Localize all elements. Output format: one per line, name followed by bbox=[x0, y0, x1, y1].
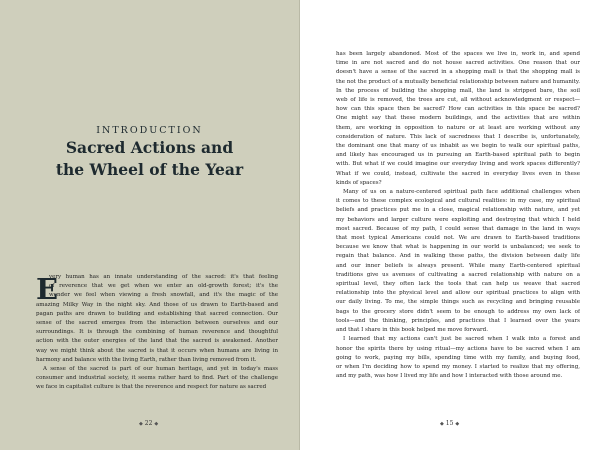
folio-number: 22 bbox=[144, 420, 153, 427]
text-line: and our inner beliefs is always present. While many Earth-centered spiritual bbox=[336, 262, 580, 269]
text-line: I learned that my actions can't just be sacred when I walk into a forest and bbox=[343, 336, 580, 343]
text-line: regain that balance. And in walking these paths, the division between daily life bbox=[336, 253, 580, 260]
text-line: we face in capitalist culture is that the reverence and respect for nature as sacred bbox=[36, 384, 267, 391]
text-line: and that I share in this book helped me move forward. bbox=[336, 327, 488, 334]
text-line: honor the spirits there by using ritual—my actions have to be sacred when I am bbox=[336, 345, 580, 352]
text-line: traditions give us avenues of cultivating a sacred relationship with nature on a bbox=[336, 271, 580, 278]
text-line: surroundings. It is through the combining of human reverence and thoughtful bbox=[36, 329, 278, 336]
text-line: harmony and balance with the living Earth, rather than living removed from it. bbox=[36, 356, 257, 363]
left-page bbox=[0, 0, 299, 450]
text-line: how can this space then be sacred? How can activities in this space be sacred? bbox=[336, 106, 580, 113]
text-line: kinds of spaces? bbox=[336, 179, 382, 186]
chapter-title-line: Sacred Actions and bbox=[65, 138, 234, 157]
text-line: it comes to these complex ecological and cultural realities: in my case, my spiritual bbox=[336, 198, 580, 205]
text-line: time in are not sacred and do not house sacred activities. One reason that our bbox=[336, 60, 580, 67]
text-line: of reverence that we get when we enter an old-growth forest; it's the bbox=[49, 283, 278, 290]
text-line: One might say that these modern buildings, and the activities that are within bbox=[336, 115, 580, 122]
text-line: relationship into the physical level and allow our spiritual practices to align with bbox=[336, 290, 580, 297]
text-line: that most typical Americans could not. We are drawn to Earth-based traditions bbox=[336, 235, 580, 242]
text-line: spiritual level, they often lack the tools that can help us weave that sacred bbox=[336, 281, 580, 288]
text-line: web of life is removed, the trees are cut, all without acknowledgment or respect— bbox=[336, 97, 580, 104]
text-line: amazing Milky Way in the night sky. And those of us drawn to Earth-based and bbox=[36, 301, 278, 308]
text-line: What if we could, instead, cultivate the sacred in everyday lives even in these bbox=[336, 170, 580, 177]
text-line: tools—and the thinking, principles, and practices that I learned over the years bbox=[336, 317, 580, 324]
text-line: our daily living. To me, the simple things such as recycling and bringing reusable bbox=[336, 299, 580, 306]
text-line: bags to the grocery store didn't seem to be enough to address my own lack of bbox=[336, 308, 580, 315]
text-line: doesn't have a sense of the sacred in a shopping mall is that the shopping mall is bbox=[336, 69, 580, 76]
folio-ornament-icon: ◆ bbox=[139, 421, 143, 427]
folio-ornament-icon: ◆ bbox=[455, 421, 460, 427]
text-line: Many of us on a nature-centered spiritual path face additional challenges when bbox=[343, 189, 580, 196]
text-line: way we might think about the sacred is that it occurs when humans are living in bbox=[36, 347, 278, 354]
text-line: because we know that what is happening in our world is unbalanced; we seek to bbox=[336, 244, 580, 251]
text-line: very human has an innate understanding of the sacred: it's that feeling bbox=[49, 274, 278, 280]
text-line: pagan paths are drawn to building and establishing that sacred connection. Our bbox=[36, 310, 278, 317]
text-line: wonder we feel when viewing a fresh snowfall, and it's the magic of the bbox=[49, 292, 278, 299]
text-line: A sense of the sacred is part of our human heritage, and yet in today's mass bbox=[43, 366, 278, 373]
text-line: and likely has encouraged us in pursuing an Earth-based spiritual path to begin bbox=[336, 152, 580, 159]
text-line: the dominant one that many of us inhabit as we begin to walk our spiritual paths, bbox=[336, 143, 580, 150]
page-number-left bbox=[139, 420, 158, 427]
text-line: most sacred. Because of my path, I could sense that damage in the land in ways bbox=[336, 225, 580, 232]
drop-cap: E bbox=[36, 272, 59, 306]
right-body-text bbox=[336, 50, 580, 381]
folio-ornament-icon: ◆ bbox=[440, 421, 444, 427]
left-body-text bbox=[36, 273, 278, 393]
text-line: and my path, was how I lived my life and how I interacted with those around me. bbox=[336, 373, 563, 380]
text-line: consumer and industrial society, it seems rather hard to find. Part of the challenge bbox=[36, 375, 278, 382]
text-line: my behaviors and larger culture were exploiting and destroying that which I held bbox=[336, 216, 580, 223]
text-line: going to work, paying my bills, spending time with my family, and buying food, bbox=[336, 354, 580, 361]
text-line: with. But what if we could imagine our everyday living and work spaces differently? bbox=[336, 161, 580, 168]
chapter-title bbox=[0, 137, 299, 181]
folio-ornament-icon: ◆ bbox=[154, 421, 159, 427]
text-line: the not the product of a mutually beneficial relationship between nature and humanity. bbox=[336, 78, 580, 85]
text-line: consideration of nature. This lack of sacredness that I describe is, unfortunately, bbox=[336, 133, 580, 140]
text-line: In the process of building the shopping mall, the land is stripped bare, the soil bbox=[336, 87, 580, 94]
text-line: sense of the sacred emerges from the interaction between ourselves and our bbox=[36, 320, 278, 327]
chapter-label: INTRODUCTION bbox=[96, 125, 203, 136]
chapter-title-line: the Wheel of the Year bbox=[55, 160, 244, 179]
text-line: action with the outer energies of the land that the sacred is awakened. Another bbox=[36, 338, 278, 345]
text-line: has been largely abandoned. Most of the spaces we live in, work in, and spend bbox=[336, 51, 580, 57]
text-line: them, are working in opposition to nature or at least are working without any bbox=[336, 124, 580, 131]
text-line: or when I'm deciding how to spend my money. I started to realize that my offering, bbox=[336, 363, 580, 370]
folio-number: 15 bbox=[445, 420, 454, 427]
text-line: beliefs and practices put me in a close, magical relationship with nature, and yet bbox=[336, 207, 580, 214]
page-number-right bbox=[440, 420, 459, 427]
